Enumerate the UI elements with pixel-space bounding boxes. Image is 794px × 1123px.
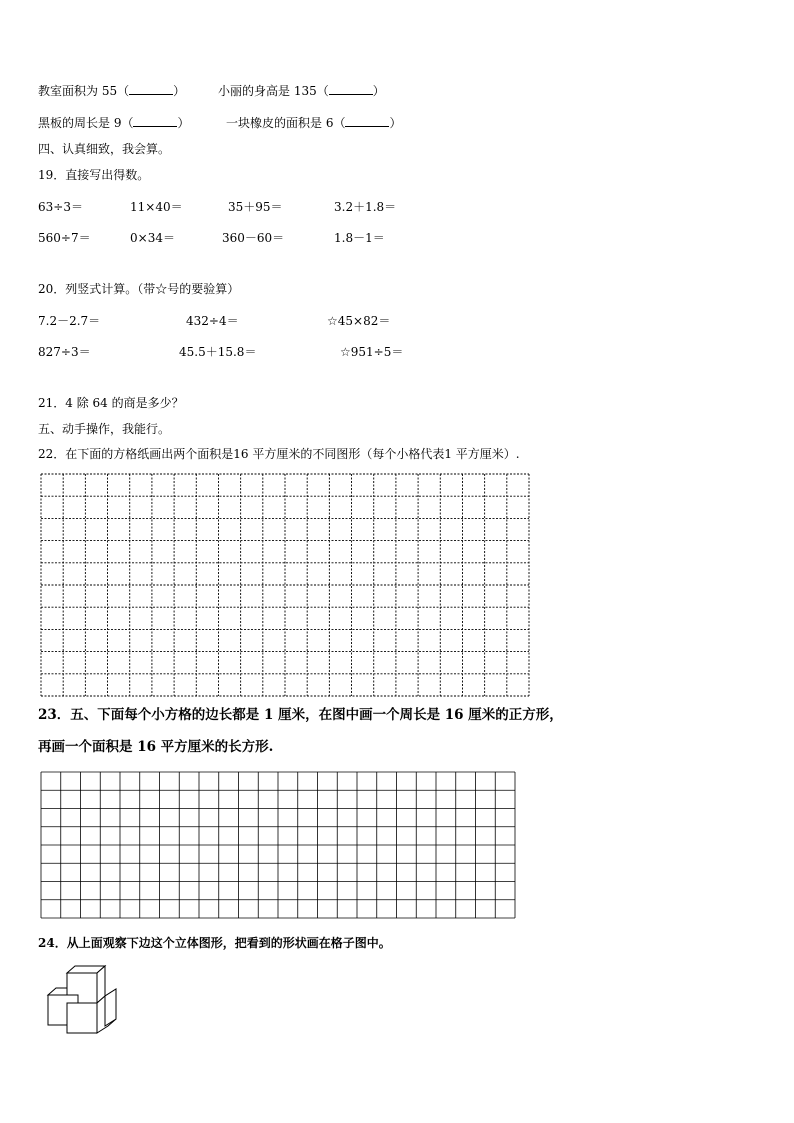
calc-item: 3.2＋1.8＝ xyxy=(334,200,397,214)
fill-item-suffix: ） xyxy=(389,116,402,130)
q23-line-2: 再画一个面积是 16 平方厘米的长方形. xyxy=(38,739,274,755)
square-grid-paper[interactable] xyxy=(40,771,516,919)
calc-item: 63÷3＝ xyxy=(38,200,83,214)
section-4-title: 四、认真细致，我会算。 xyxy=(38,142,171,156)
vertical-calc-item: 827÷3＝ xyxy=(38,345,91,359)
q21-title: 21．4 除 64 的商是多少？ xyxy=(38,396,184,410)
fill-item-suffix: ） xyxy=(372,84,385,98)
calc-item: 560÷7＝ xyxy=(38,231,91,245)
q19-title: 19．直接写出得数。 xyxy=(38,168,150,182)
fill-item-blackboard-perimeter xyxy=(38,116,189,130)
q22-title: 22．在下面的方格纸画出两个面积是16 平方厘米的不同图形（每个小格代表1 平方厘米）. xyxy=(38,447,520,461)
q20-title: 20．列竖式计算。（带☆号的要验算） xyxy=(38,282,240,296)
fill-item-classroom-area xyxy=(38,84,185,98)
fill-item-prefix: 黑板的周长是 9（ xyxy=(38,116,134,130)
fill-item-suffix: ） xyxy=(177,116,190,130)
fill-item-eraser-area xyxy=(226,116,401,130)
calc-item: 0×34＝ xyxy=(130,231,175,245)
vertical-calc-item: 45.5＋15.8＝ xyxy=(179,345,257,359)
section-5-title: 五、动手操作，我能行。 xyxy=(38,422,171,436)
answer-blank[interactable] xyxy=(133,116,177,127)
fill-item-prefix: 一块橡皮的面积是 6（ xyxy=(226,116,346,130)
vertical-calc-item: 7.2－2.7＝ xyxy=(38,314,101,328)
calc-item: 35＋95＝ xyxy=(228,200,283,214)
q23-line-1: 23．五、下面每个小方格的边长都是 1 厘米，在图中画一个周长是 16 厘米的正方形， xyxy=(38,707,563,723)
vertical-calc-item: ☆951÷5＝ xyxy=(340,345,404,359)
fill-item-suffix: ） xyxy=(173,84,186,98)
fill-item-height xyxy=(218,84,385,98)
answer-blank[interactable] xyxy=(129,84,173,95)
fill-item-prefix: 教室面积为 55（ xyxy=(38,84,130,98)
vertical-calc-item: 432÷4＝ xyxy=(186,314,239,328)
dotted-grid-paper[interactable] xyxy=(40,473,530,697)
fill-item-prefix: 小丽的身高是 135（ xyxy=(218,84,329,98)
answer-blank[interactable] xyxy=(345,116,389,127)
calc-item: 360－60＝ xyxy=(222,231,285,245)
calc-item: 1.8－1＝ xyxy=(334,231,385,245)
answer-blank[interactable] xyxy=(329,84,373,95)
cube-stack-figure xyxy=(46,964,128,1042)
calc-item: 11×40＝ xyxy=(130,200,183,214)
vertical-calc-item: ☆45×82＝ xyxy=(327,314,391,328)
q24-title: 24．从上面观察下边这个立体图形，把看到的形状画在格子图中。 xyxy=(38,936,391,950)
